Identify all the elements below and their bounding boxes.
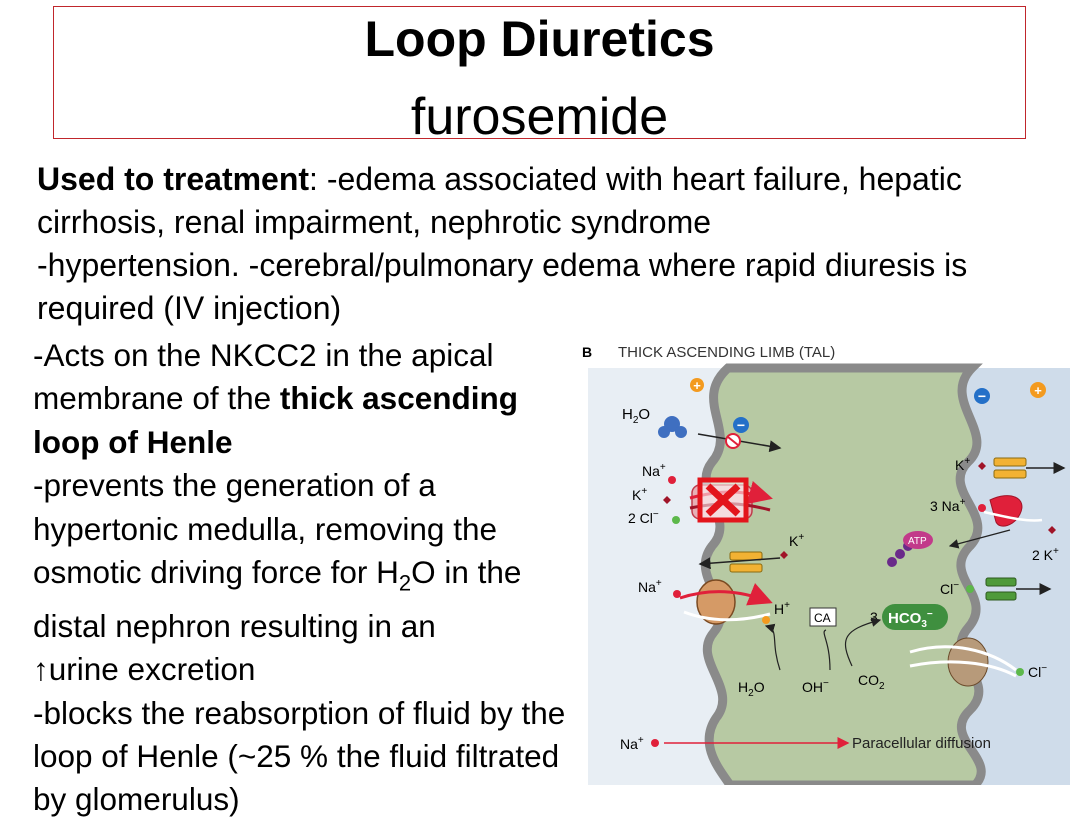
mechanism-point-1: -Acts on the NKCC2 in the apical membrane of the thick ascending loop of Henle [33,337,518,460]
na-paracellular-label: Na+ [620,735,644,752]
h2o-cell-label: $H_2O$ [738,679,765,699]
up-arrow-icon: ↑ [33,651,49,688]
title-box [53,6,1026,146]
na-label-1: Na+ [642,462,666,479]
mechanism-point-2: -prevents the generation of a hypertonic medulla, removing the osmotic driving force for $H_2O$ in the distal nephron resulting in an ↑urine excretion [33,467,522,688]
mechanism-point-3: -blocks the reabsorption of fluid by the loop of Henle (~25 % the fluid filtrated by glomerulus) [33,694,566,818]
na-right-label: 3 Na+ [930,497,966,514]
svg-text:−: − [736,417,746,433]
k-right2-label: 2 K+ [1032,546,1059,563]
oh-label: OH− [802,678,829,695]
cl-label-1: 2 Cl− [628,509,659,526]
k-right-label: K+ [955,456,971,473]
proton-ion [762,616,770,624]
blocked-x-icon [700,480,746,520]
usage-paragraph [37,158,1047,330]
cl-right-label: Cl− [940,580,960,597]
hco3-label: $HCO_3^-$ [888,609,933,630]
sodium-ion [668,476,676,484]
usage-text-2: -hypertension. -cerebral/pulmonary edema where rapid diuresis is required (IV injection) [37,247,968,326]
svg-text:CA: CA [814,611,831,625]
tal-diagram [580,340,1070,785]
mechanism-text [33,334,573,822]
na-label-2: Na+ [638,578,662,595]
k-label-1: K+ [632,486,648,503]
svg-text:+: + [693,378,701,393]
hco3-coefficient: 3 [870,609,878,625]
slide-subtitle: furosemide [410,88,669,146]
cl-right2-label: Cl− [1028,663,1048,680]
slide-title: Loop Diuretics [364,11,715,67]
tal-bold: thick ascending loop of Henle [33,380,518,460]
co2-label: $CO_2$ [858,672,885,692]
k-mid-label: K+ [789,532,805,549]
chloride-ion [672,516,680,524]
panel-title: THICK ASCENDING LIMB (TAL) [618,344,836,361]
h2o-lumen-label: $H_2O$ [622,406,651,426]
usage-text: : -edema associated with heart failure, hepatic cirrhosis, renal impairment, nephrotic syndrome [37,161,962,240]
svg-text:−: − [977,388,987,404]
panel-letter: B [582,344,593,360]
usage-label: Used to treatment [37,161,310,197]
paracellular-label: Paracellular diffusion [852,735,991,752]
sodium-ion-bottom [651,739,659,747]
h-plus-label: H+ [774,600,790,617]
svg-text:ATP: ATP [908,536,927,547]
svg-text:+: + [1034,383,1042,398]
